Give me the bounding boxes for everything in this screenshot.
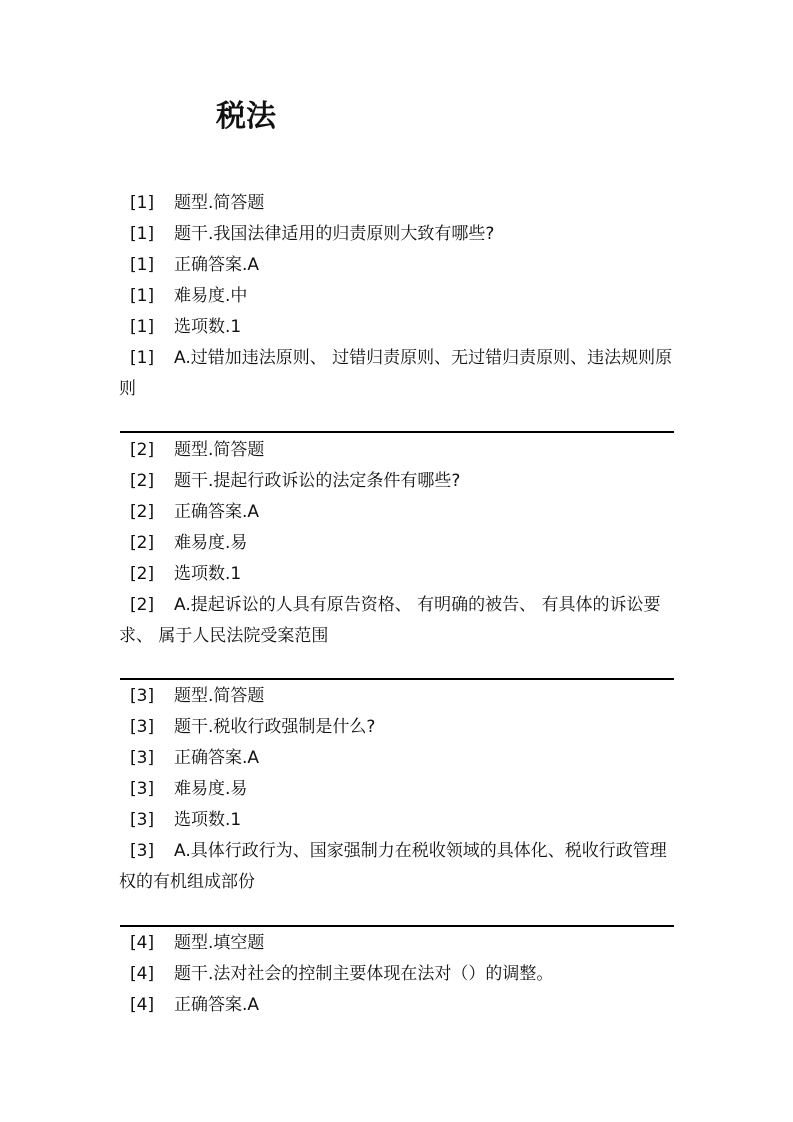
question-answer-text: 正确答案.A xyxy=(174,255,260,275)
question-number: [3] xyxy=(130,717,155,737)
question-stem-text: 题干.税收行政强制是什么? xyxy=(174,717,376,737)
question-number: [2] xyxy=(130,533,155,553)
question-difficulty-text: 难易度.中 xyxy=(174,286,248,306)
question-stem xyxy=(119,959,675,990)
question-block-4 xyxy=(119,928,675,1021)
question-number: [4] xyxy=(130,933,155,953)
question-option-count xyxy=(119,559,675,590)
question-difficulty-text: 难易度.易 xyxy=(174,533,248,553)
question-answer xyxy=(119,990,675,1021)
question-block-2 xyxy=(119,435,675,652)
question-number: [3] xyxy=(130,841,155,861)
question-type xyxy=(119,435,675,466)
question-block-3 xyxy=(119,681,675,898)
question-option-count-text: 选项数.1 xyxy=(174,317,242,337)
question-number: [1] xyxy=(130,255,155,275)
question-number: [1] xyxy=(130,193,155,213)
question-type xyxy=(119,928,675,959)
question-difficulty xyxy=(119,528,675,559)
question-stem-text: 题干.提起行政诉讼的法定条件有哪些? xyxy=(174,471,461,491)
question-difficulty-text: 难易度.易 xyxy=(174,779,248,799)
document-title: 税法 xyxy=(216,99,276,134)
question-stem-text: 题干.我国法律适用的归责原则大致有哪些? xyxy=(174,224,495,244)
question-option-a-text: A.提起诉讼的人具有原告资格、 有明确的被告、 有具体的诉讼要求、 属于人民法院受案范围 xyxy=(119,595,661,646)
question-answer-text: 正确答案.A xyxy=(174,502,260,522)
question-number: [2] xyxy=(130,564,155,584)
question-number: [1] xyxy=(130,348,155,368)
question-number: [4] xyxy=(130,995,155,1015)
question-stem xyxy=(119,466,675,497)
question-block-1 xyxy=(119,188,675,405)
question-answer xyxy=(119,250,675,281)
question-stem-text: 题干.法对社会的控制主要体现在法对（）的调整。 xyxy=(174,964,554,984)
question-number: [1] xyxy=(130,286,155,306)
question-answer xyxy=(119,743,675,774)
question-number: [1] xyxy=(130,224,155,244)
question-number: [3] xyxy=(130,748,155,768)
question-stem xyxy=(119,219,675,250)
question-number: [3] xyxy=(130,686,155,706)
question-type xyxy=(119,681,675,712)
question-difficulty xyxy=(119,281,675,312)
question-option-count-text: 选项数.1 xyxy=(174,564,242,584)
question-option-a-text: A.具体行政行为、国家强制力在税收领域的具体化、税收行政管理权的有机组成部份 xyxy=(119,841,667,892)
question-number: [3] xyxy=(130,779,155,799)
divider xyxy=(120,925,674,927)
question-option-a-text: A.过错加违法原则、 过错归责原则、无过错归责原则、违法规则原则 xyxy=(119,348,673,399)
question-number: [2] xyxy=(130,471,155,491)
question-type-text: 题型.简答题 xyxy=(174,440,265,460)
question-number: [2] xyxy=(130,502,155,522)
question-number: [2] xyxy=(130,440,155,460)
question-number: [3] xyxy=(130,810,155,830)
divider xyxy=(120,678,674,680)
question-answer-text: 正确答案.A xyxy=(174,995,260,1015)
question-option-count xyxy=(119,312,675,343)
question-number: [1] xyxy=(130,317,155,337)
question-option-a xyxy=(119,590,675,652)
question-type-text: 题型.填空题 xyxy=(174,933,265,953)
question-answer-text: 正确答案.A xyxy=(174,748,260,768)
question-option-count xyxy=(119,805,675,836)
divider xyxy=(120,431,674,433)
question-type-text: 题型.简答题 xyxy=(174,193,265,213)
question-option-a xyxy=(119,343,675,405)
question-number: [2] xyxy=(130,595,155,615)
question-type xyxy=(119,188,675,219)
question-difficulty xyxy=(119,774,675,805)
question-stem xyxy=(119,712,675,743)
question-option-count-text: 选项数.1 xyxy=(174,810,242,830)
question-type-text: 题型.简答题 xyxy=(174,686,265,706)
question-number: [4] xyxy=(130,964,155,984)
question-option-a xyxy=(119,836,675,898)
question-answer xyxy=(119,497,675,528)
